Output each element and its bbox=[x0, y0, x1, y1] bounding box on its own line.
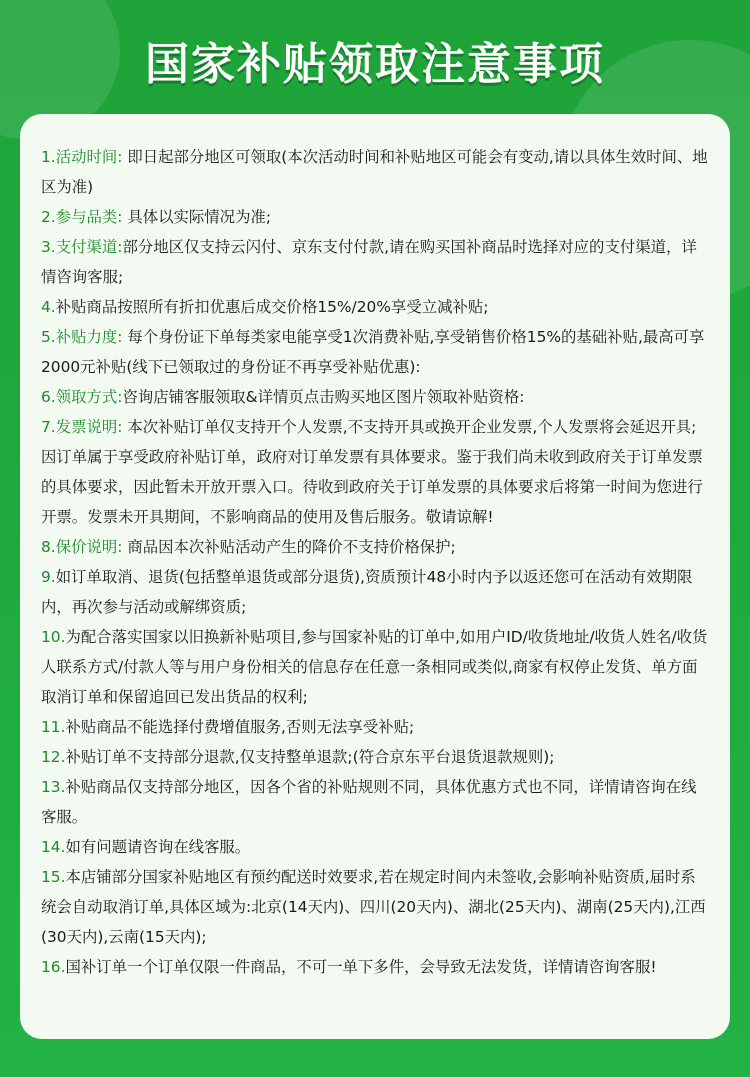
notice-item-11: 11.补贴商品不能选择付费增值服务,否则无法享受补贴; bbox=[41, 718, 415, 736]
notice-item-6: 6.领取方式:咨询店铺客服领取&详情页点击购买地区图片领取补贴资格: bbox=[41, 388, 525, 406]
notice-item-10: 10.为配合落实国家以旧换新补贴项目,参与国家补贴的订单中,如用户ID/收货地址/收货人姓名/收货人联系方式/付款人等与用户身份相关的信息存在任意一条相同或类似,商家有权停止发货、单方面取消订单和保留追回已发出货品的权利; bbox=[41, 628, 708, 706]
notice-item-12: 12.补贴订单不支持部分退款,仅支持整单退款;(符合京东平台退货退款规则); bbox=[41, 748, 555, 766]
notice-item-8: 8.保价说明: 商品因本次补贴活动产生的降价不支持价格保护; bbox=[41, 538, 456, 556]
notice-item-16: 16.国补订单一个订单仅限一件商品，不可一单下多件，会导致无法发货，详情请咨询客服! bbox=[41, 958, 657, 976]
notice-item-7: 7.发票说明: 本次补贴订单仅支持开个人发票,不支持开具或换开企业发票,个人发票将会延迟开具;因订单属于享受政府补贴订单，政府对订单发票有具体要求。鉴于我们尚未收到政府关于订单发票的具体要求，因此暂未开放开票入口。待收到政府关于订单发票的具体要求后将第一时间为您进行开票。发票未开具期间，不影响商品的使用及售后服务。敬请谅解! bbox=[41, 418, 703, 526]
notice-item-2: 2.参与品类: 具体以实际情况为准; bbox=[41, 208, 272, 226]
notice-item-4: 4.补贴商品按照所有折扣优惠后成交价格15%/20%享受立减补贴; bbox=[41, 298, 489, 316]
notice-item-5: 5.补贴力度: 每个身份证下单每类家电能享受1次消费补贴,享受销售价格15%的基础补贴,最高可享2000元补贴(线下已领取过的身份证不再享受补贴优惠): bbox=[41, 328, 705, 376]
notice-card bbox=[20, 114, 730, 1039]
page-title: 国家补贴领取注意事项 bbox=[145, 39, 605, 90]
notice-item-14: 14.如有问题请咨询在线客服。 bbox=[41, 838, 251, 856]
notice-item-1: 1.活动时间: 即日起部分地区可领取(本次活动时间和补贴地区可能会有变动,请以具体生效时间、地区为准) bbox=[41, 148, 708, 196]
notice-item-3: 3.支付渠道:部分地区仅支持云闪付、京东支付付款,请在购买国补商品时选择对应的支付渠道，详情咨询客服; bbox=[41, 238, 697, 286]
notice-item-13: 13.补贴商品仅支持部分地区，因各个省的补贴规则不同，具体优惠方式也不同，详情请咨询在线客服。 bbox=[41, 778, 697, 826]
notice-item-15: 15.本店铺部分国家补贴地区有预约配送时效要求,若在规定时间内未签收,会影响补贴资质,届时系统会自动取消订单,具体区域为:北京(14天内)、四川(20天内)、湖北(25天内)、湖南(25天内),江西(30天内),云南(15天内); bbox=[41, 868, 706, 946]
notice-item-9: 9.如订单取消、退货(包括整单退货或部分退货),资质预计48小时内予以返还您可在活动有效期限内，再次参与活动或解绑资质; bbox=[41, 568, 693, 616]
